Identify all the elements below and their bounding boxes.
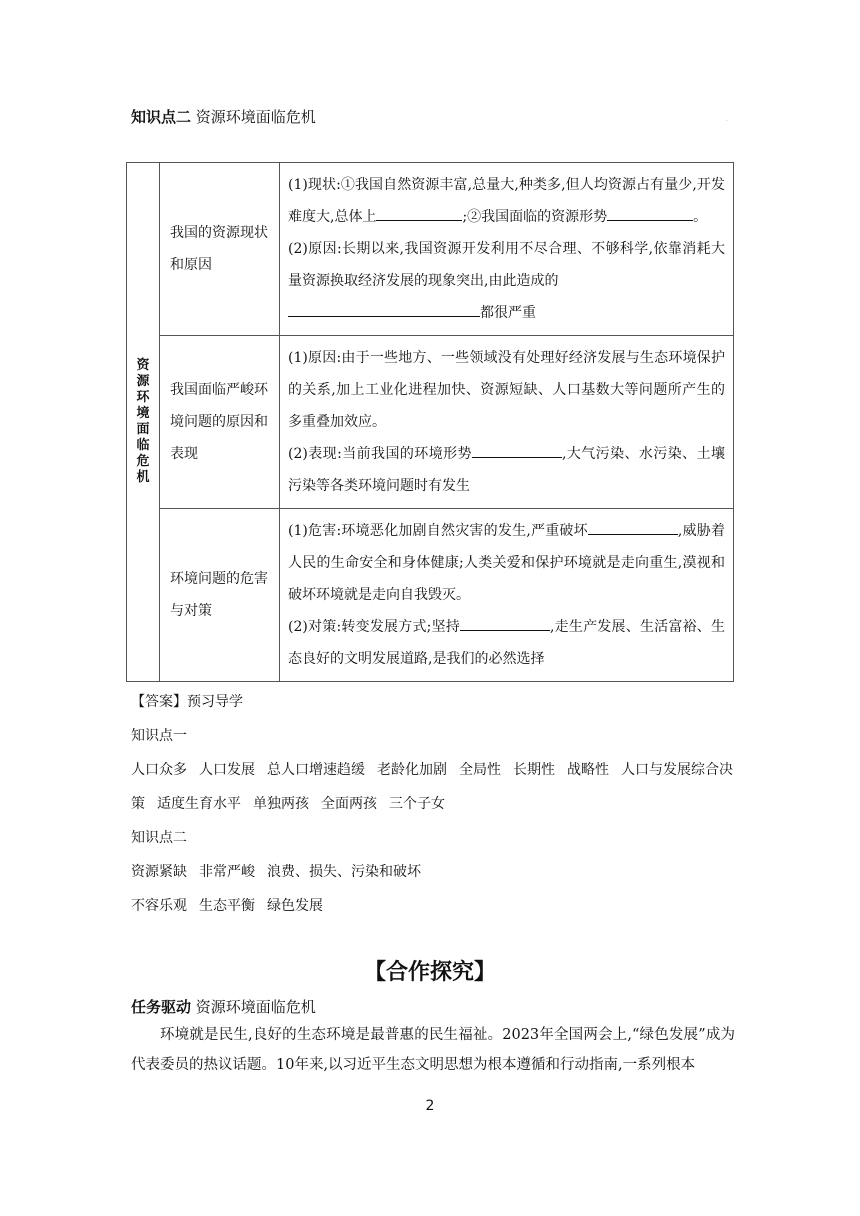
topic-cell bbox=[160, 336, 280, 509]
content-text: (1)原因:由于一些地方、一些领域没有处理好经济发展与生态环境保护的关系,加上工业化进程加快、资源短缺、人口基数大等问题所产生的多重叠加效应。 bbox=[288, 350, 725, 430]
page-number: 2 bbox=[425, 1098, 435, 1114]
answer-item: 老龄化加剧 bbox=[377, 762, 447, 778]
content-text: (2)对策:转变发展方式;坚持 bbox=[288, 619, 461, 635]
category-label: 资源环境面临危机 bbox=[136, 358, 150, 485]
topic-label: 我国面临严峻环境问题的原因和表现 bbox=[170, 382, 268, 462]
topic-cell bbox=[160, 509, 280, 682]
fill-blank bbox=[588, 520, 678, 535]
content-text: 都很严重 bbox=[480, 305, 536, 321]
content-text: ;②我国面临的资源形势 bbox=[462, 209, 608, 225]
section-title: 资源环境面临危机 bbox=[195, 108, 316, 126]
answer-point2-line1 bbox=[131, 855, 741, 889]
knowledge-table bbox=[126, 162, 734, 682]
answer-item: 三个子女 bbox=[389, 796, 445, 812]
topic-label: 我国的资源现状和原因 bbox=[170, 225, 268, 273]
table-row bbox=[127, 336, 734, 509]
fill-blank bbox=[288, 302, 480, 317]
category-cell bbox=[127, 163, 160, 682]
content-text: 。 bbox=[693, 209, 708, 225]
section-heading bbox=[131, 106, 316, 127]
answer-header: 【答案】预习导学 bbox=[131, 694, 243, 710]
cooperative-title: 【合作探究】 bbox=[363, 960, 496, 985]
content-text: (1)危害:环境恶化加剧自然灾害的发生,严重破坏 bbox=[288, 523, 588, 539]
fill-blank bbox=[472, 443, 562, 458]
answer-point1-label: 知识点一 bbox=[131, 728, 187, 744]
task-title: 资源环境面临危机 bbox=[195, 998, 316, 1016]
answer-item: 非常严峻 bbox=[199, 864, 255, 880]
answer-item: 全局性 bbox=[459, 762, 501, 778]
answer-item: 人口众多 bbox=[131, 762, 187, 778]
decorative-dot: . bbox=[726, 116, 728, 123]
task-label: 任务驱动 bbox=[131, 998, 192, 1016]
content-text: ,大气污染、水污染、土壤污染等各类环境问题时有发生 bbox=[288, 446, 725, 494]
answer-item: 浪费、损失、污染和破坏 bbox=[267, 864, 421, 880]
fill-blank bbox=[460, 616, 550, 631]
answer-point2-label: 知识点二 bbox=[131, 830, 187, 846]
answer-item: 战略性 bbox=[567, 762, 609, 778]
task-paragraph: 环境就是民生,良好的生态环境是最普惠的民生福祉。2023年全国两会上,“绿色发展”成为代表委员的热议话题。10年来,以习近平生态文明思想为根本遵循和行动指南,一系列根本 bbox=[131, 1027, 735, 1073]
topic-label: 环境问题的危害与对策 bbox=[170, 571, 268, 619]
answer-item: 生态平衡 bbox=[199, 898, 255, 914]
content-cell bbox=[280, 336, 734, 509]
content-text: (1)现状:①我国自然资源丰富,总量大,种类多,但人均资源占有量少,开发难度大,总体上 bbox=[288, 177, 725, 225]
answer-point1-items bbox=[131, 753, 741, 821]
table-row bbox=[127, 509, 734, 682]
table-row bbox=[127, 163, 734, 336]
content-text: ,走生产发展、生活富裕、生态良好的文明发展道路,是我们的必然选择 bbox=[288, 619, 726, 667]
answer-item: 适度生育水平 bbox=[157, 796, 241, 812]
content-cell bbox=[280, 163, 734, 336]
content-text: (2)表现:当前我国的环境形势 bbox=[288, 446, 472, 462]
fill-blank bbox=[607, 206, 693, 221]
topic-cell bbox=[160, 163, 280, 336]
section-label: 知识点二 bbox=[131, 108, 192, 126]
answer-item: 长期性 bbox=[513, 762, 555, 778]
answer-item: 不容乐观 bbox=[131, 898, 187, 914]
answer-item: 单独两孩 bbox=[253, 796, 309, 812]
answer-section bbox=[131, 685, 741, 923]
content-cell bbox=[280, 509, 734, 682]
answer-item: 总人口增速趋缓 bbox=[267, 762, 365, 778]
answer-point2-line2 bbox=[131, 889, 741, 923]
answer-item: 资源紧缺 bbox=[131, 864, 187, 880]
answer-item: 全面两孩 bbox=[321, 796, 377, 812]
fill-blank bbox=[376, 206, 462, 221]
content-text: (2)原因:长期以来,我国资源开发利用不尽合理、不够科学,依靠消耗大量资源换取经济发展的现象突出,由此造成的 bbox=[288, 241, 725, 289]
answer-item: 人口发展 bbox=[199, 762, 255, 778]
answer-item: 绿色发展 bbox=[267, 898, 323, 914]
content-text: ,威胁着人民的生命安全和身体健康;人类关爱和保护环境就是走向重生,漠视和破坏环境就是走向自我毁灭。 bbox=[288, 523, 726, 603]
answer-item: 人口与发展综合决策 bbox=[131, 762, 733, 812]
task-heading bbox=[131, 996, 316, 1017]
